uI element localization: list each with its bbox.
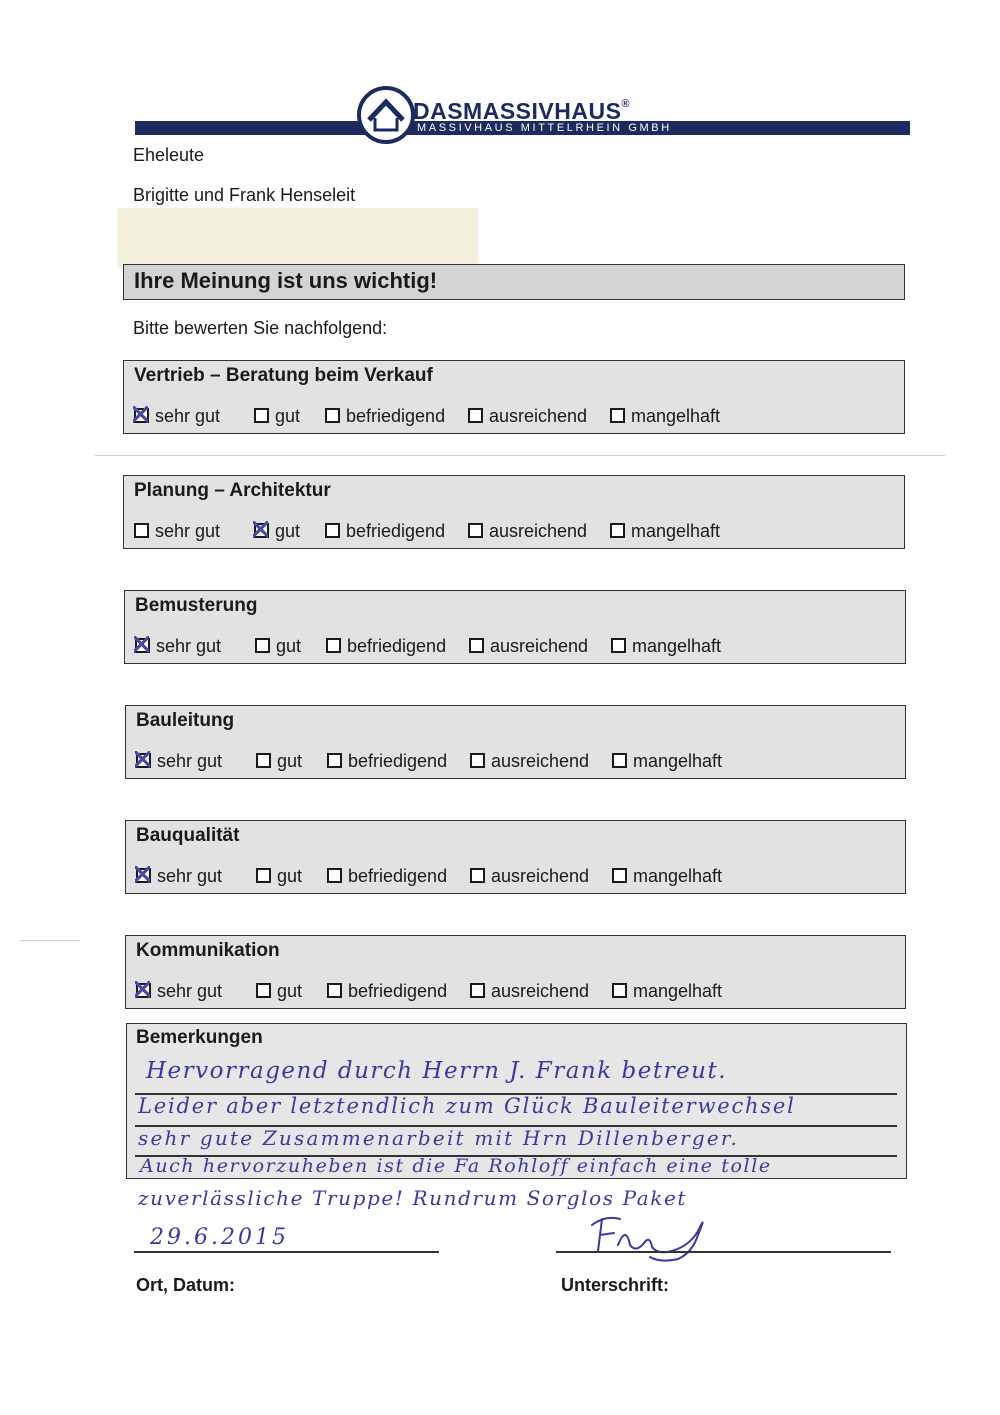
option-ausreichend[interactable]: ausreichend	[468, 406, 587, 427]
checkbox[interactable]	[327, 983, 342, 998]
checkbox[interactable]	[610, 408, 625, 423]
checkbox[interactable]	[611, 638, 626, 653]
section-title: Bauqualität	[136, 825, 240, 846]
option-befriedigend[interactable]: befriedigend	[325, 521, 445, 542]
section-planung	[123, 475, 905, 549]
checkbox-checked[interactable]	[136, 753, 151, 768]
option-mangelhaft[interactable]: mangelhaft	[612, 751, 722, 772]
option-ausreichend[interactable]: ausreichend	[468, 521, 587, 542]
checkbox[interactable]	[470, 753, 485, 768]
section-bemusterung	[124, 590, 906, 664]
checkbox[interactable]	[255, 638, 270, 653]
checkbox-checked[interactable]	[136, 983, 151, 998]
option-gut[interactable]: gut	[256, 751, 302, 772]
signature-label: Unterschrift:	[561, 1275, 670, 1295]
checkbox[interactable]	[470, 868, 485, 883]
company-logo	[355, 82, 675, 144]
scan-artifact	[95, 455, 945, 456]
option-sehr-gut[interactable]: sehr gut	[136, 981, 222, 1002]
option-sehr-gut[interactable]: sehr gut	[134, 521, 220, 542]
option-sehr-gut[interactable]: sehr gut	[135, 636, 221, 657]
signature-line	[556, 1251, 891, 1253]
handwritten-date: 29.6.2015	[150, 1225, 289, 1250]
banner-title: Ihre Meinung ist uns wichtig!	[134, 268, 438, 293]
checkbox[interactable]	[612, 983, 627, 998]
option-sehr-gut[interactable]: sehr gut	[136, 866, 222, 887]
option-befriedigend[interactable]: befriedigend	[326, 636, 446, 657]
option-befriedigend[interactable]: befriedigend	[327, 751, 447, 772]
option-gut[interactable]: gut	[256, 866, 302, 887]
checkbox[interactable]	[610, 523, 625, 538]
section-title: Kommunikation	[136, 940, 280, 961]
checkbox[interactable]	[256, 753, 271, 768]
option-ausreichend[interactable]: ausreichend	[470, 981, 589, 1002]
section-title: Vertrieb – Beratung beim Verkauf	[134, 365, 433, 386]
section-title: Planung – Architektur	[134, 480, 331, 501]
checkbox[interactable]	[469, 638, 484, 653]
handwritten-remark-line: zuverlässliche Truppe! Rundrum Sorglos Paket	[138, 1186, 688, 1210]
handwritten-remark-line: sehr gute Zusammenarbeit mit Hrn Dillenberger.	[138, 1126, 740, 1150]
section-title: Bauleitung	[136, 710, 235, 731]
option-gut[interactable]: gut	[255, 636, 301, 657]
checkbox[interactable]	[612, 753, 627, 768]
option-ausreichend[interactable]: ausreichend	[470, 751, 589, 772]
logo-wordmark: DASMASSIVHAUS®	[413, 98, 631, 124]
section-bauqualitaet	[125, 820, 906, 894]
checkbox[interactable]	[134, 523, 149, 538]
handwritten-remark-line: Leider aber letztendlich zum Glück Bauleiterwechsel	[138, 1094, 796, 1118]
option-gut[interactable]: gut	[254, 406, 300, 427]
checkbox[interactable]	[470, 983, 485, 998]
checkbox-checked[interactable]	[134, 408, 149, 423]
remarks-title: Bemerkungen	[136, 1027, 263, 1048]
option-sehr-gut[interactable]: sehr gut	[136, 751, 222, 772]
date-line	[134, 1251, 439, 1253]
checkbox-checked[interactable]	[135, 638, 150, 653]
checkbox[interactable]	[612, 868, 627, 883]
checkbox[interactable]	[326, 638, 341, 653]
logo-subtitle: MASSIVHAUS MITTELRHEIN GMBH	[417, 122, 672, 134]
option-gut[interactable]: gut	[256, 981, 302, 1002]
option-befriedigend[interactable]: befriedigend	[327, 981, 447, 1002]
option-ausreichend[interactable]: ausreichend	[470, 866, 589, 887]
checkbox-checked[interactable]	[136, 868, 151, 883]
section-vertrieb	[123, 360, 905, 434]
option-befriedigend[interactable]: befriedigend	[327, 866, 447, 887]
checkbox[interactable]	[256, 868, 271, 883]
checkbox-checked[interactable]	[254, 523, 269, 538]
checkbox[interactable]	[468, 408, 483, 423]
redaction-tape	[118, 208, 478, 266]
recipient-names: Brigitte und Frank Henseleit	[133, 185, 356, 205]
checkbox[interactable]	[325, 408, 340, 423]
option-mangelhaft[interactable]: mangelhaft	[611, 636, 721, 657]
checkbox[interactable]	[468, 523, 483, 538]
option-sehr-gut[interactable]: sehr gut	[134, 406, 220, 427]
checkbox[interactable]	[254, 408, 269, 423]
handwritten-remark-line: Hervorragend durch Herrn J. Frank betreut.	[146, 1058, 728, 1084]
checkbox[interactable]	[327, 753, 342, 768]
scan-artifact	[20, 940, 80, 941]
section-bauleitung	[125, 705, 906, 779]
signature-icon	[580, 1205, 730, 1265]
section-kommunikation	[125, 935, 906, 1009]
heading-banner	[123, 264, 905, 300]
checkbox[interactable]	[256, 983, 271, 998]
intro-text: Bitte bewerten Sie nachfolgend:	[133, 318, 388, 338]
option-mangelhaft[interactable]: mangelhaft	[610, 521, 720, 542]
handwritten-remark-line: Auch hervorzuheben ist die Fa Rohloff einfach eine tolle	[140, 1155, 772, 1177]
salutation: Eheleute	[133, 145, 205, 165]
checkbox[interactable]	[327, 868, 342, 883]
option-gut[interactable]: gut	[254, 521, 300, 542]
option-mangelhaft[interactable]: mangelhaft	[612, 866, 722, 887]
option-mangelhaft[interactable]: mangelhaft	[612, 981, 722, 1002]
checkbox[interactable]	[325, 523, 340, 538]
section-title: Bemusterung	[135, 595, 258, 616]
option-mangelhaft[interactable]: mangelhaft	[610, 406, 720, 427]
option-befriedigend[interactable]: befriedigend	[325, 406, 445, 427]
place-date-label: Ort, Datum:	[136, 1275, 235, 1295]
option-ausreichend[interactable]: ausreichend	[469, 636, 588, 657]
